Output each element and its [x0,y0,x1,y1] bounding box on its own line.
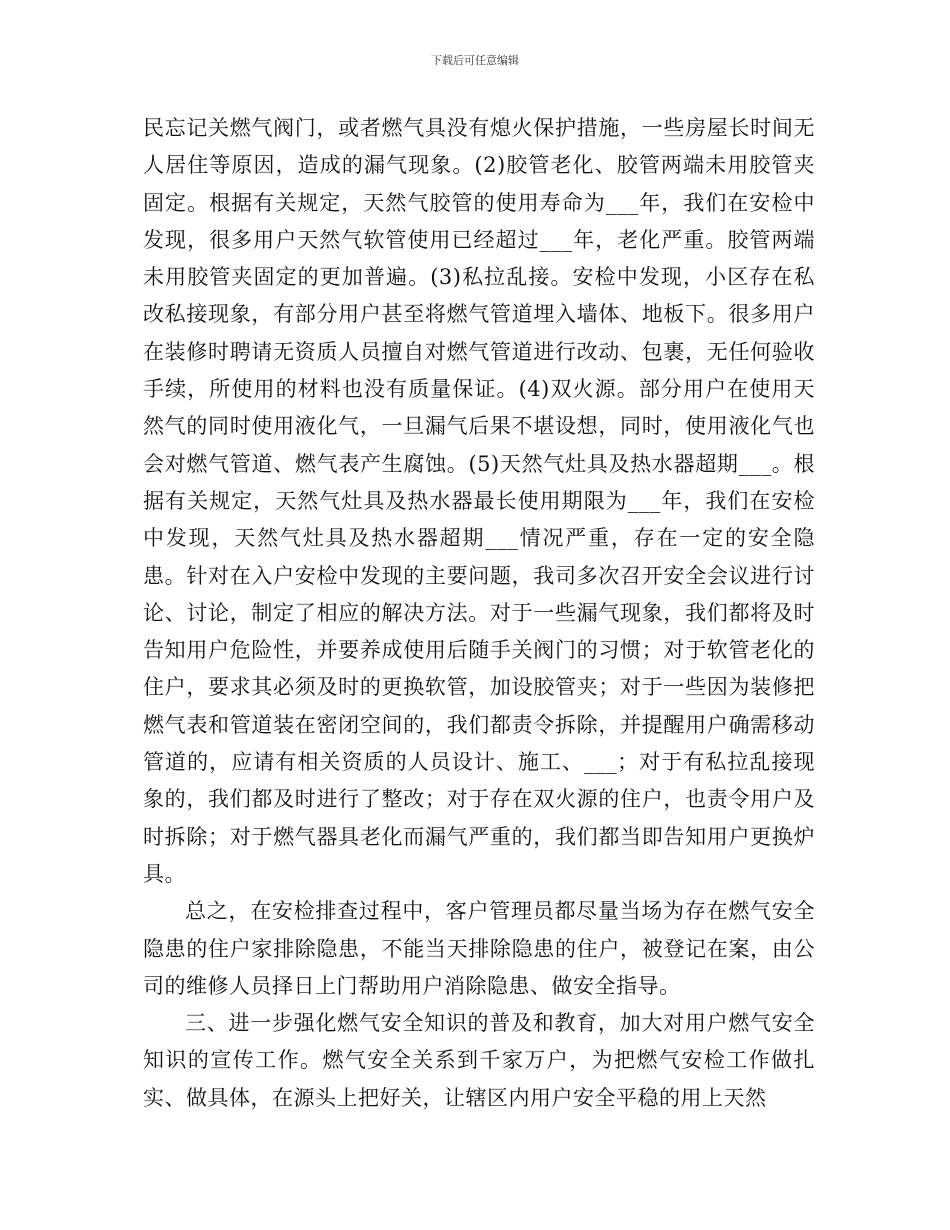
paragraph-continuation: 民忘记关燃气阀门，或者燃气具没有熄火保护措施，一些房屋长时间无人居住等原因，造成的漏气现象。(2)胶管老化、胶管两端未用胶管夹固定。根据有关规定，天然气胶管的使用寿命为___年，我们在安检中发现，很多用户天然气软管使用已经超过___年，老化严重。胶管两端未用胶管夹固定的更加普遍。(3)私拉乱接。安检中发现，小区存在私改私接现象，有部分用户甚至将燃气管道埋入墙体、地板下。很多用户在装修时聘请无资质人员擅自对燃气管道进行改动、包裹，无任何验收手续，所使用的材料也没有质量保证。(4)双火源。部分用户在使用天然气的同时使用液化气，一旦漏气后果不堪设想，同时，使用液化气也会对燃气管道、燃气表产生腐蚀。(5)天然气灶具及热水器超期___。根据有关规定，天然气灶具及热水器最长使用期限为___年，我们在安检中发现，天然气灶具及热水器超期___情况严重，存在一定的安全隐患。针对在入户安检中发现的主要问题，我司多次召开安全会议进行讨论、讨论，制定了相应的解决方法。对于一些漏气现象，我们都将及时告知用户危险性，并要养成使用后随手关阀门的习惯；对于软管老化的住户，要求其必须及时的更换软管，加设胶管夹；对于一些因为装修把燃气表和管道装在密闭空间的，我们都责令拆除，并提醒用户确需移动管道的，应请有相关资质的人员设计、施工、___；对于有私拉乱接现象的，我们都及时进行了整改；对于存在双火源的住户，也责令用户及时拆除；对于燃气器具老化而漏气严重的，我们都当即告知用户更换炉具。 [143,116,815,886]
paragraph-section-three: 三、进一步强化燃气安全知识的普及和教育，加大对用户燃气安全知识的宣传工作。燃气安全关系到千家万户，为把燃气安检工作做扎实、做具体，在源头上把好关，让辖区内用户安全平稳的用上天然 [143,1011,815,1110]
paragraph-summary: 总之，在安检排查过程中，客户管理员都尽量当场为存在燃气安全隐患的住户家排除隐患，不能当天排除隐患的住户，被登记在案，由公司的维修人员择日上门帮助用户消除隐患、做安全指导。 [143,899,815,998]
page-header: 下载后可任意编辑 [431,54,519,67]
document-body [143,110,815,1117]
